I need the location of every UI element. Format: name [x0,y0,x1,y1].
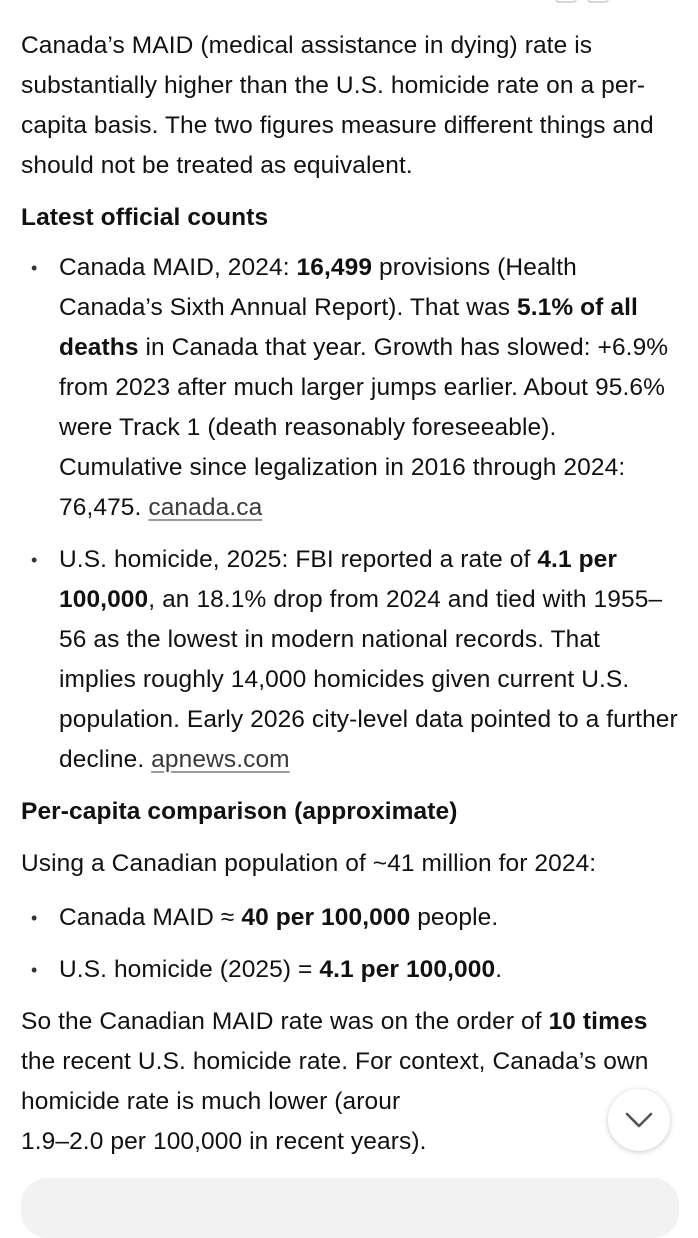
text: people. [410,904,499,931]
per-capita-list [21,898,681,990]
latest-counts-list [21,248,681,780]
list-item-us-homicide [21,540,681,780]
text: So the Canadian MAID rate was on the order of [21,1008,549,1035]
text: , an 18.1% drop from 2024 and tied with 1955–56 as the lowest in modern national records. That implies roughly 14,000 homicides given current U.S. population. Early 2026 city-level data pointed to a further decline. [59,586,678,773]
text: the recent U.S. homicide rate. For context, Canada’s own homicide rate is much lower (arour [21,1048,649,1115]
intro-paragraph: Canada’s MAID (medical assistance in dying) rate is substantially higher than the U.S. homicide rate on a per-capita basis. The two figures measure different things and should not be treated as equivalent. [21,32,654,179]
text: . [495,956,503,983]
bold-text: 10 times [548,1008,648,1035]
clipped-top-strip [0,0,698,14]
source-link-apnews[interactable]: apnews.com [151,746,290,773]
list-item-canada-maid [21,248,681,528]
conclusion-paragraph [21,1002,681,1162]
bold-text: 40 per 100,000 [241,904,411,931]
source-link-canada[interactable]: canada.ca [148,494,263,521]
bullet: • [31,550,38,570]
text: in Canada that year. Growth has slowed: +6.9% from 2023 after much larger jumps earlier. About 95.6% were Track 1 (death reasonably foreseeable). Cumulative since legalization in 2016 through 2024: 76,475. [59,334,669,521]
population-note: Using a Canadian population of ~41 million for 2024: [21,850,597,877]
bullet: • [31,908,38,928]
text: Canada MAID, 2024: [59,254,297,281]
list-item-us-rate [21,950,681,990]
chevron-down-icon [624,1111,654,1129]
bullet: • [31,960,38,980]
bold-text: 4.1 per 100,000 [319,956,496,983]
bullet: • [31,258,38,278]
heading-per-capita-comparison: Per-capita comparison (approximate) [21,798,458,825]
composer-bar[interactable] [21,1178,679,1238]
scroll-to-bottom-button[interactable] [608,1089,670,1151]
clipped-action-icons [555,0,645,4]
list-item-canada-rate [21,898,681,938]
message-content [21,26,681,1162]
bold-text: 4.1 per 100,000 [59,546,618,613]
text: Canada MAID ≈ [59,904,242,931]
text: U.S. homicide (2025) = [59,956,320,983]
text: U.S. homicide, 2025: FBI reported a rate of [59,546,538,573]
bold-text: 5.1% of all deaths [59,294,638,361]
text: provisions (Health Canada’s Sixth Annual Report). That was [59,254,577,321]
text: 1.9–2.0 per 100,000 in recent years). [21,1128,427,1155]
bold-text: 16,499 [296,254,373,281]
heading-latest-official-counts: Latest official counts [21,204,269,231]
